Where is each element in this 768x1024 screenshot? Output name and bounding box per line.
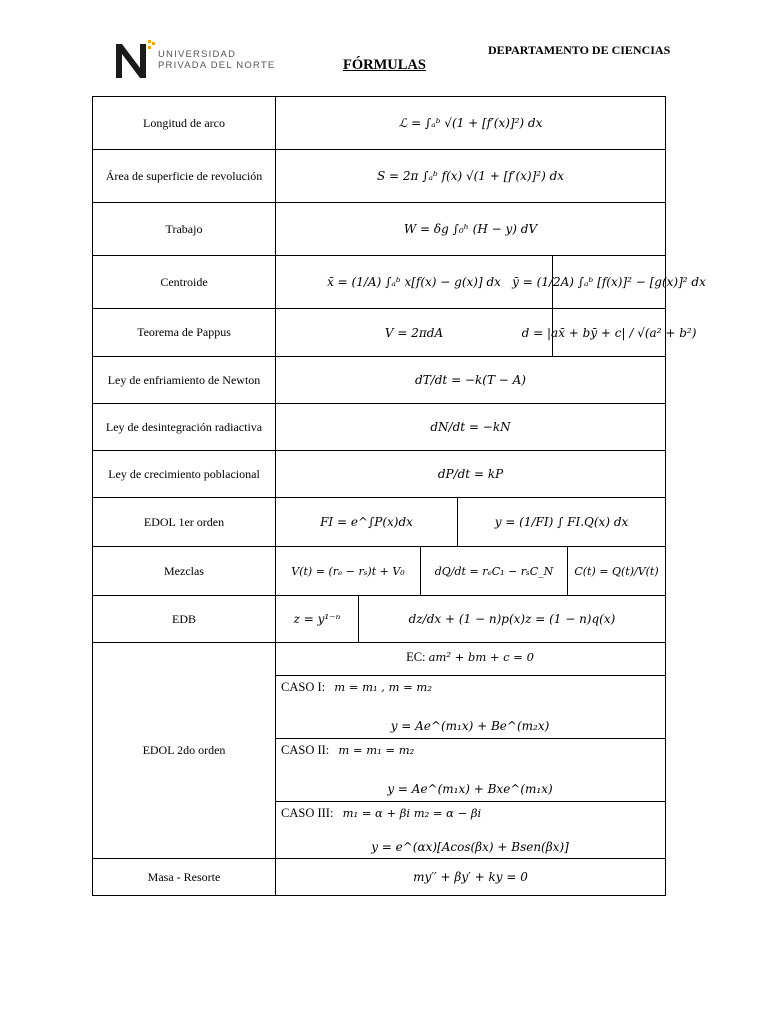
row-label: Ley de enfriamiento de Newton: [93, 357, 276, 403]
case-solution: y = Ae^(m₁x) + Bxe^(m₁x): [387, 782, 553, 796]
case-solution: y = e^(αx)[Acos(βx) + Bsen(βx)]: [371, 840, 569, 854]
department-heading: DEPARTAMENTO DE CIENCIAS: [488, 43, 671, 57]
case-name: CASO I:: [281, 680, 326, 694]
formula: z = y¹⁻ⁿ: [293, 612, 341, 626]
formula: ȳ = (1/2A) ∫ₐᵇ [f(x)]² − [g(x)]² dx: [512, 275, 706, 289]
formula-row: [92, 308, 697, 356]
formula-row: [92, 403, 666, 450]
formula: y = (1/FI) ∫ FI.Q(x) dx: [494, 515, 629, 529]
case-block: [275, 738, 665, 802]
row-label: EDB: [93, 596, 276, 642]
formula-row: [92, 450, 666, 497]
row-label: Masa - Resorte: [93, 859, 276, 895]
formula-row: [92, 546, 666, 595]
formula: dT/dt = −k(T − A): [415, 373, 526, 387]
row-label: Centroide: [93, 256, 276, 308]
row-label: EDOL 2do orden: [93, 643, 276, 858]
formula: dz/dx + (1 − n)p(x)z = (1 − n)q(x): [408, 612, 616, 626]
case-block: [275, 801, 665, 860]
formula: dN/dt = −kN: [430, 420, 511, 434]
formula-row: [92, 595, 666, 642]
characteristic-equation: [275, 643, 665, 675]
formula: d = |ax̄ + bȳ + c| / √(a² + b²): [521, 325, 697, 340]
university-name: [158, 49, 275, 71]
formula: V(t) = (rₑ − rₛ)t + V₀: [291, 564, 405, 578]
edol2-block: [92, 642, 666, 858]
row-label: EDOL 1er orden: [93, 498, 276, 546]
ec-formula: am² + bm + c = 0: [428, 650, 534, 664]
case-condition: m = m₁ = m₂: [338, 743, 415, 757]
case-condition: m = m₁ , m = m₂: [334, 680, 432, 694]
formula: FI = e^∫P(x)dx: [320, 515, 413, 529]
case-condition: m₁ = α + βi m₂ = α − βi: [342, 806, 482, 820]
ec-label: EC:: [406, 650, 426, 664]
row-label: Área de superficie de revolución: [93, 150, 276, 202]
formula-row: [92, 255, 706, 308]
case-name: CASO II:: [281, 743, 330, 757]
row-label: Ley de crecimiento poblacional: [93, 451, 276, 497]
formula-row: [92, 149, 666, 202]
formula: V = 2πdA: [384, 325, 444, 340]
formula-row: [92, 858, 666, 896]
formula: my′′ + βy′ + ky = 0: [413, 870, 528, 884]
formula-row: [92, 497, 666, 546]
formula: S = 2π ∫ₐᵇ f(x) √(1 + [f′(x)]²) dx: [376, 169, 565, 183]
formula-row: [92, 356, 666, 403]
row-label: Longitud de arco: [93, 97, 276, 149]
case-name: CASO III:: [281, 806, 334, 820]
case-solution: y = Ae^(m₁x) + Be^(m₂x): [390, 719, 550, 733]
formula: ℒ = ∫ₐᵇ √(1 + [f′(x)]²) dx: [398, 116, 543, 130]
row-label: Ley de desintegración radiactiva: [93, 404, 276, 450]
formula-row: [92, 96, 666, 149]
case-block: [275, 675, 665, 739]
row-label: Trabajo: [93, 203, 276, 255]
formula: x̄ = (1/A) ∫ₐᵇ x[f(x) − g(x)] dx: [327, 275, 501, 289]
university-line1: UNIVERSIDAD: [158, 49, 237, 60]
row-label: Teorema de Pappus: [93, 309, 276, 356]
formula: dQ/dt = rₑC₁ − rₛC_N: [434, 564, 554, 578]
university-line2: PRIVADA DEL NORTE: [158, 60, 276, 71]
formula-row: [92, 202, 666, 255]
page-title: FÓRMULAS: [343, 57, 426, 73]
formula: W = δg ∫₀ʰ (H − y) dV: [403, 222, 538, 236]
formula: dP/dt = kP: [437, 467, 504, 481]
formula: C(t) = Q(t)/V(t): [574, 564, 659, 578]
row-label: Mezclas: [93, 547, 276, 595]
